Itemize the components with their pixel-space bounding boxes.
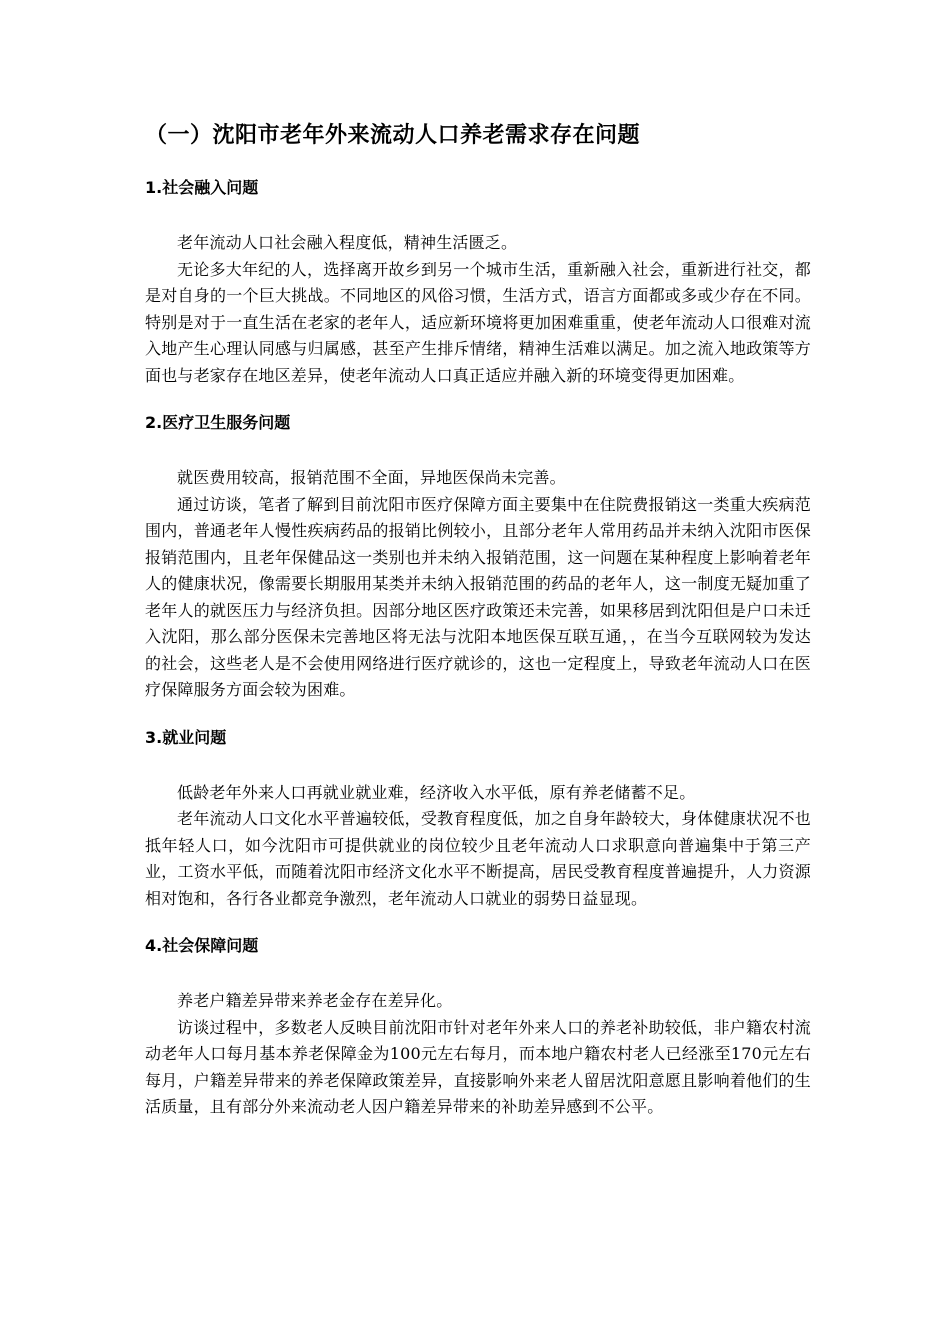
paragraph-summary: 老年流动人口社会融入程度低，精神生活匮乏。 <box>177 233 518 252</box>
section-employment <box>145 726 811 913</box>
section-heading: 1.社会融入问题 <box>145 178 259 197</box>
section-heading: 4.社会保障问题 <box>145 936 259 955</box>
section-social-integration <box>145 176 811 389</box>
paragraph-body: 老年流动人口文化水平普遍较低，受教育程度低，加之自身年龄较大，身体健康状况不也抵年轻人口，如今沈阳市可提供就业的岗位较少且老年流动人口求职意向普遍集中于第三产业，工资水平低，而随着沈阳市经济文化水平不断提高，居民受教育程度普遍提升，人力资源相对饱和，各行各业都竞争激烈，老年流动人口就业的弱势日益显现。 <box>145 809 811 908</box>
paragraph-summary: 低龄老年外来人口再就业就业难，经济收入水平低，原有养老储蓄不足。 <box>177 782 696 802</box>
paragraph-body: 无论多大年纪的人，选择离开故乡到另一个城市生活，重新融入社会，重新进行社交，都是对自身的一个巨大挑战。不同地区的风俗习惯，生活方式，语言方面都或多或少存在不同。特别是对于一直生活在老家的老年人，适应新环境将更加困难重重，使老年流动人口很难对流入地产生心理认同感与归属感，甚至产生排斥情绪，精神生活难以满足。加之流入地政策等方面也与老家存在地区差异，使老年流动人口真正适应并融入新的环境变得更加困难。 <box>145 259 811 385</box>
document-page <box>145 118 811 1121</box>
section-medical-services <box>145 411 811 704</box>
paragraph-body: 访谈过程中，多数老人反映目前沈阳市针对老年外来人口的养老补助较低，非户籍农村流动老年人口每月基本养老保障金为100元左右每月，而本地户籍农村老人已经涨至170元左右每月，户籍差异带来的养老保障政策差异，直接影响外来老人留居沈阳意愿且影响着他们的生活质量，且有部分外来流动老人因户籍差异带来的补助差异感到不公平。 <box>145 1017 811 1116</box>
paragraph-summary: 就医费用较高，报销范围不全面，异地医保尚未完善。 <box>177 468 566 487</box>
section-heading: 3.就业问题 <box>145 727 227 747</box>
paragraph-summary: 养老户籍差异带来养老金存在差异化。 <box>177 991 453 1010</box>
section-heading: 2.医疗卫生服务问题 <box>145 413 291 432</box>
section-social-security <box>145 934 811 1121</box>
document-title: （一）沈阳市老年外来流动人口养老需求存在问题 <box>145 123 641 148</box>
paragraph-body: 通过访谈，笔者了解到目前沈阳市医疗保障方面主要集中在住院费报销这一类重大疾病范围内，普通老年人慢性疾病药品的报销比例较小，且部分老年人常用药品并未纳入沈阳市医保报销范围内，且老年保健品这一类别也并未纳入报销范围，这一问题在某种程度上影响着老年人的健康状况，像需要长期服用某类并未纳入报销范围的药品的老年人，这一制度无疑加重了老年人的就医压力与经济负担。因部分地区医疗政策还未完善，如果移居到沈阳但是户口未迁入沈阳，那么部分医保未完善地区将无法与沈阳本地医保互联互通，，在当今互联网较为发达的社会，这些老人是不会使用网络进行医疗就诊的，这也一定程度上，导致老年流动人口在医疗保障服务方面会较为困难。 <box>145 494 811 699</box>
